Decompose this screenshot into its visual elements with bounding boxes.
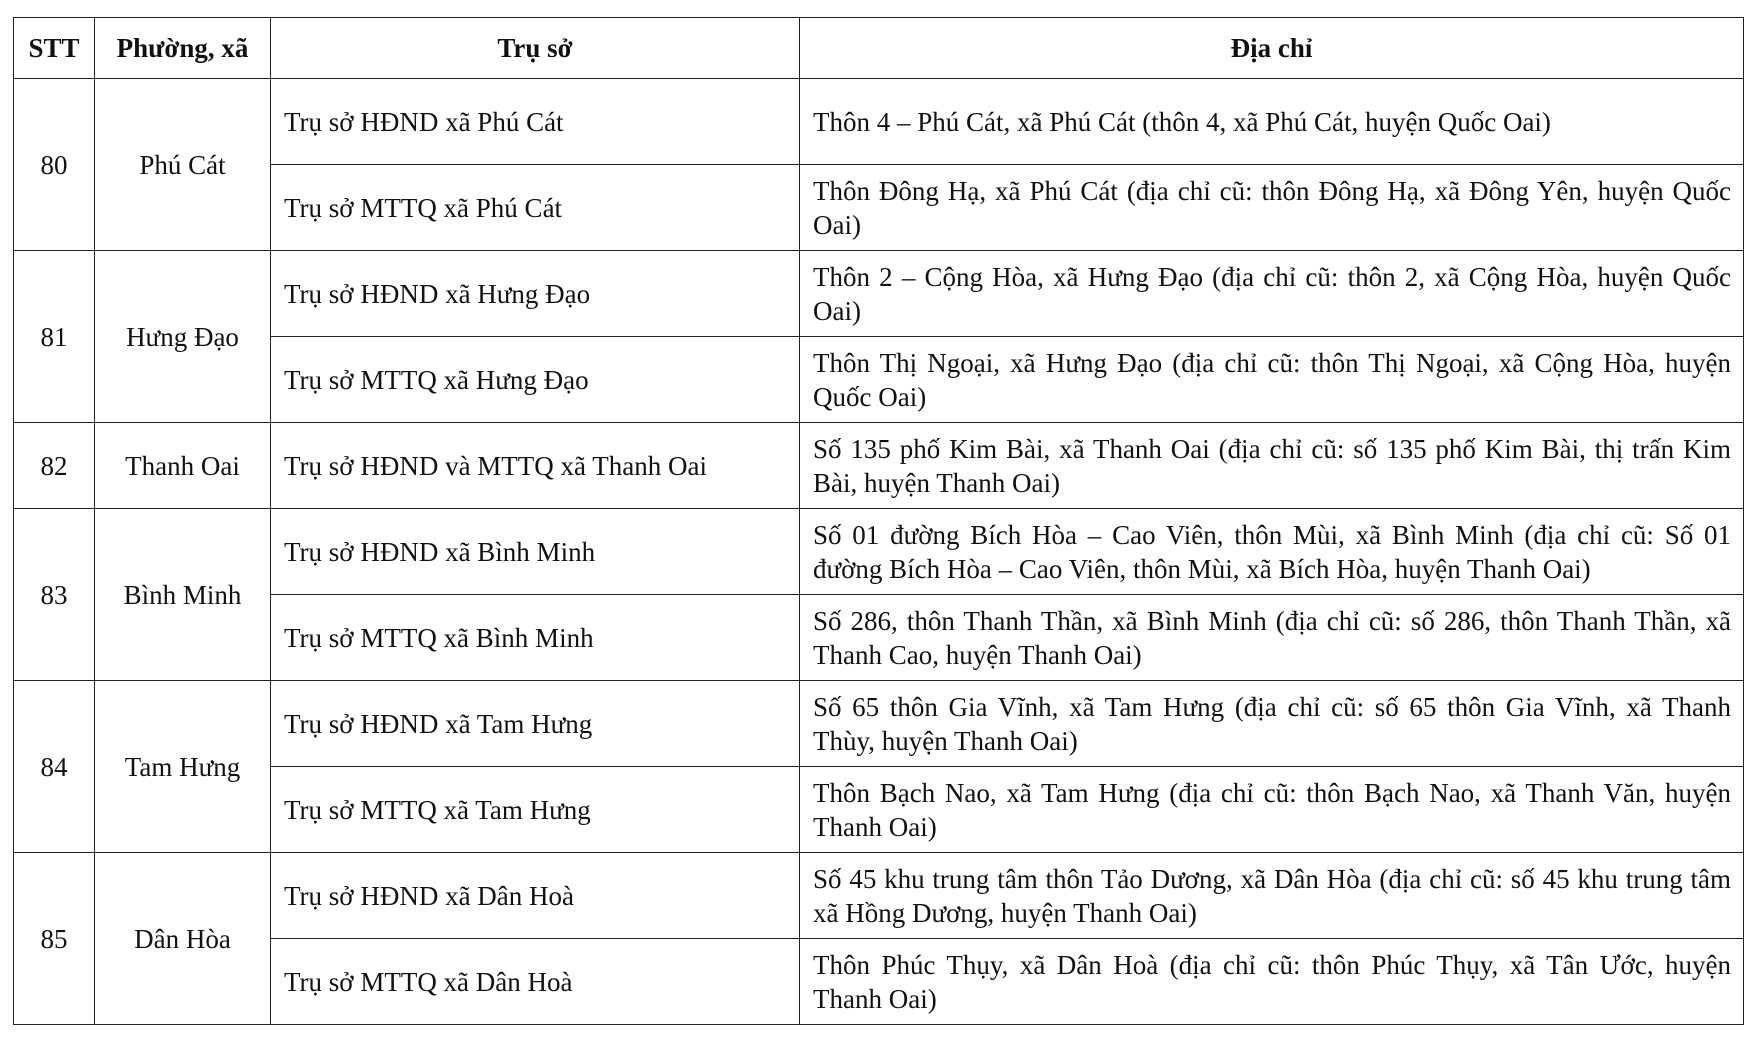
- office-cell: Trụ sở HĐND xã Bình Minh: [271, 509, 800, 595]
- table-row: [14, 681, 1744, 767]
- ward-cell: Thanh Oai: [95, 423, 271, 509]
- office-cell: Trụ sở HĐND xã Hưng Đạo: [271, 251, 800, 337]
- office-cell: Trụ sở HĐND xã Phú Cát: [271, 79, 800, 165]
- office-cell: Trụ sở MTTQ xã Tam Hưng: [271, 767, 800, 853]
- ward-cell: Tam Hưng: [95, 681, 271, 853]
- office-cell: Trụ sở HĐND và MTTQ xã Thanh Oai: [271, 423, 800, 509]
- address-cell: Số 135 phố Kim Bài, xã Thanh Oai (địa chỉ cũ: số 135 phố Kim Bài, thị trấn Kim Bài, huyện Thanh Oai): [800, 423, 1744, 509]
- table-row: [14, 251, 1744, 337]
- stt-cell: 84: [14, 681, 95, 853]
- address-cell: Số 45 khu trung tâm thôn Tảo Dương, xã Dân Hòa (địa chỉ cũ: số 45 khu trung tâm xã Hồng Dương, huyện Thanh Oai): [800, 853, 1744, 939]
- address-cell: Thôn Bạch Nao, xã Tam Hưng (địa chỉ cũ: thôn Bạch Nao, xã Thanh Văn, huyện Thanh Oai): [800, 767, 1744, 853]
- ward-cell: Hưng Đạo: [95, 251, 271, 423]
- stt-cell: 82: [14, 423, 95, 509]
- address-cell: Số 65 thôn Gia Vĩnh, xã Tam Hưng (địa chỉ cũ: số 65 thôn Gia Vĩnh, xã Thanh Thùy, huyện Thanh Oai): [800, 681, 1744, 767]
- office-cell: Trụ sở MTTQ xã Phú Cát: [271, 165, 800, 251]
- header-row: [14, 18, 1744, 79]
- office-cell: Trụ sở MTTQ xã Bình Minh: [271, 595, 800, 681]
- table-row: [14, 509, 1744, 595]
- header-office: Trụ sở: [271, 18, 800, 79]
- table-row: [14, 767, 1744, 853]
- address-cell: Thôn 4 – Phú Cát, xã Phú Cát (thôn 4, xã Phú Cát, huyện Quốc Oai): [800, 79, 1744, 165]
- address-cell: Thôn Thị Ngoại, xã Hưng Đạo (địa chỉ cũ: thôn Thị Ngoại, xã Cộng Hòa, huyện Quốc Oai): [800, 337, 1744, 423]
- table-row: [14, 423, 1744, 509]
- table-row: [14, 853, 1744, 939]
- table-row: [14, 939, 1744, 1025]
- ward-cell: Dân Hòa: [95, 853, 271, 1025]
- table-row: [14, 79, 1744, 165]
- address-cell: Thôn Đông Hạ, xã Phú Cát (địa chỉ cũ: thôn Đông Hạ, xã Đông Yên, huyện Quốc Oai): [800, 165, 1744, 251]
- address-table: [13, 17, 1744, 1025]
- address-cell: Thôn Phúc Thụy, xã Dân Hoà (địa chỉ cũ: thôn Phúc Thụy, xã Tân Ước, huyện Thanh Oai): [800, 939, 1744, 1025]
- office-cell: Trụ sở MTTQ xã Dân Hoà: [271, 939, 800, 1025]
- stt-cell: 80: [14, 79, 95, 251]
- ward-cell: Phú Cát: [95, 79, 271, 251]
- header-stt: STT: [14, 18, 95, 79]
- table-row: [14, 595, 1744, 681]
- address-cell: Thôn 2 – Cộng Hòa, xã Hưng Đạo (địa chỉ cũ: thôn 2, xã Cộng Hòa, huyện Quốc Oai): [800, 251, 1744, 337]
- office-cell: Trụ sở HĐND xã Dân Hoà: [271, 853, 800, 939]
- stt-cell: 81: [14, 251, 95, 423]
- stt-cell: 85: [14, 853, 95, 1025]
- table-row: [14, 165, 1744, 251]
- address-cell: Số 01 đường Bích Hòa – Cao Viên, thôn Mùi, xã Bình Minh (địa chỉ cũ: Số 01 đường Bích Hòa – Cao Viên, thôn Mùi, xã Bích Hòa, huyện Thanh Oai): [800, 509, 1744, 595]
- stt-cell: 83: [14, 509, 95, 681]
- document-page: [13, 17, 1743, 1025]
- header-ward: Phường, xã: [95, 18, 271, 79]
- table-row: [14, 337, 1744, 423]
- office-cell: Trụ sở MTTQ xã Hưng Đạo: [271, 337, 800, 423]
- address-cell: Số 286, thôn Thanh Thần, xã Bình Minh (địa chỉ cũ: số 286, thôn Thanh Thần, xã Thanh Cao, huyện Thanh Oai): [800, 595, 1744, 681]
- header-address: Địa chỉ: [800, 18, 1744, 79]
- office-cell: Trụ sở HĐND xã Tam Hưng: [271, 681, 800, 767]
- ward-cell: Bình Minh: [95, 509, 271, 681]
